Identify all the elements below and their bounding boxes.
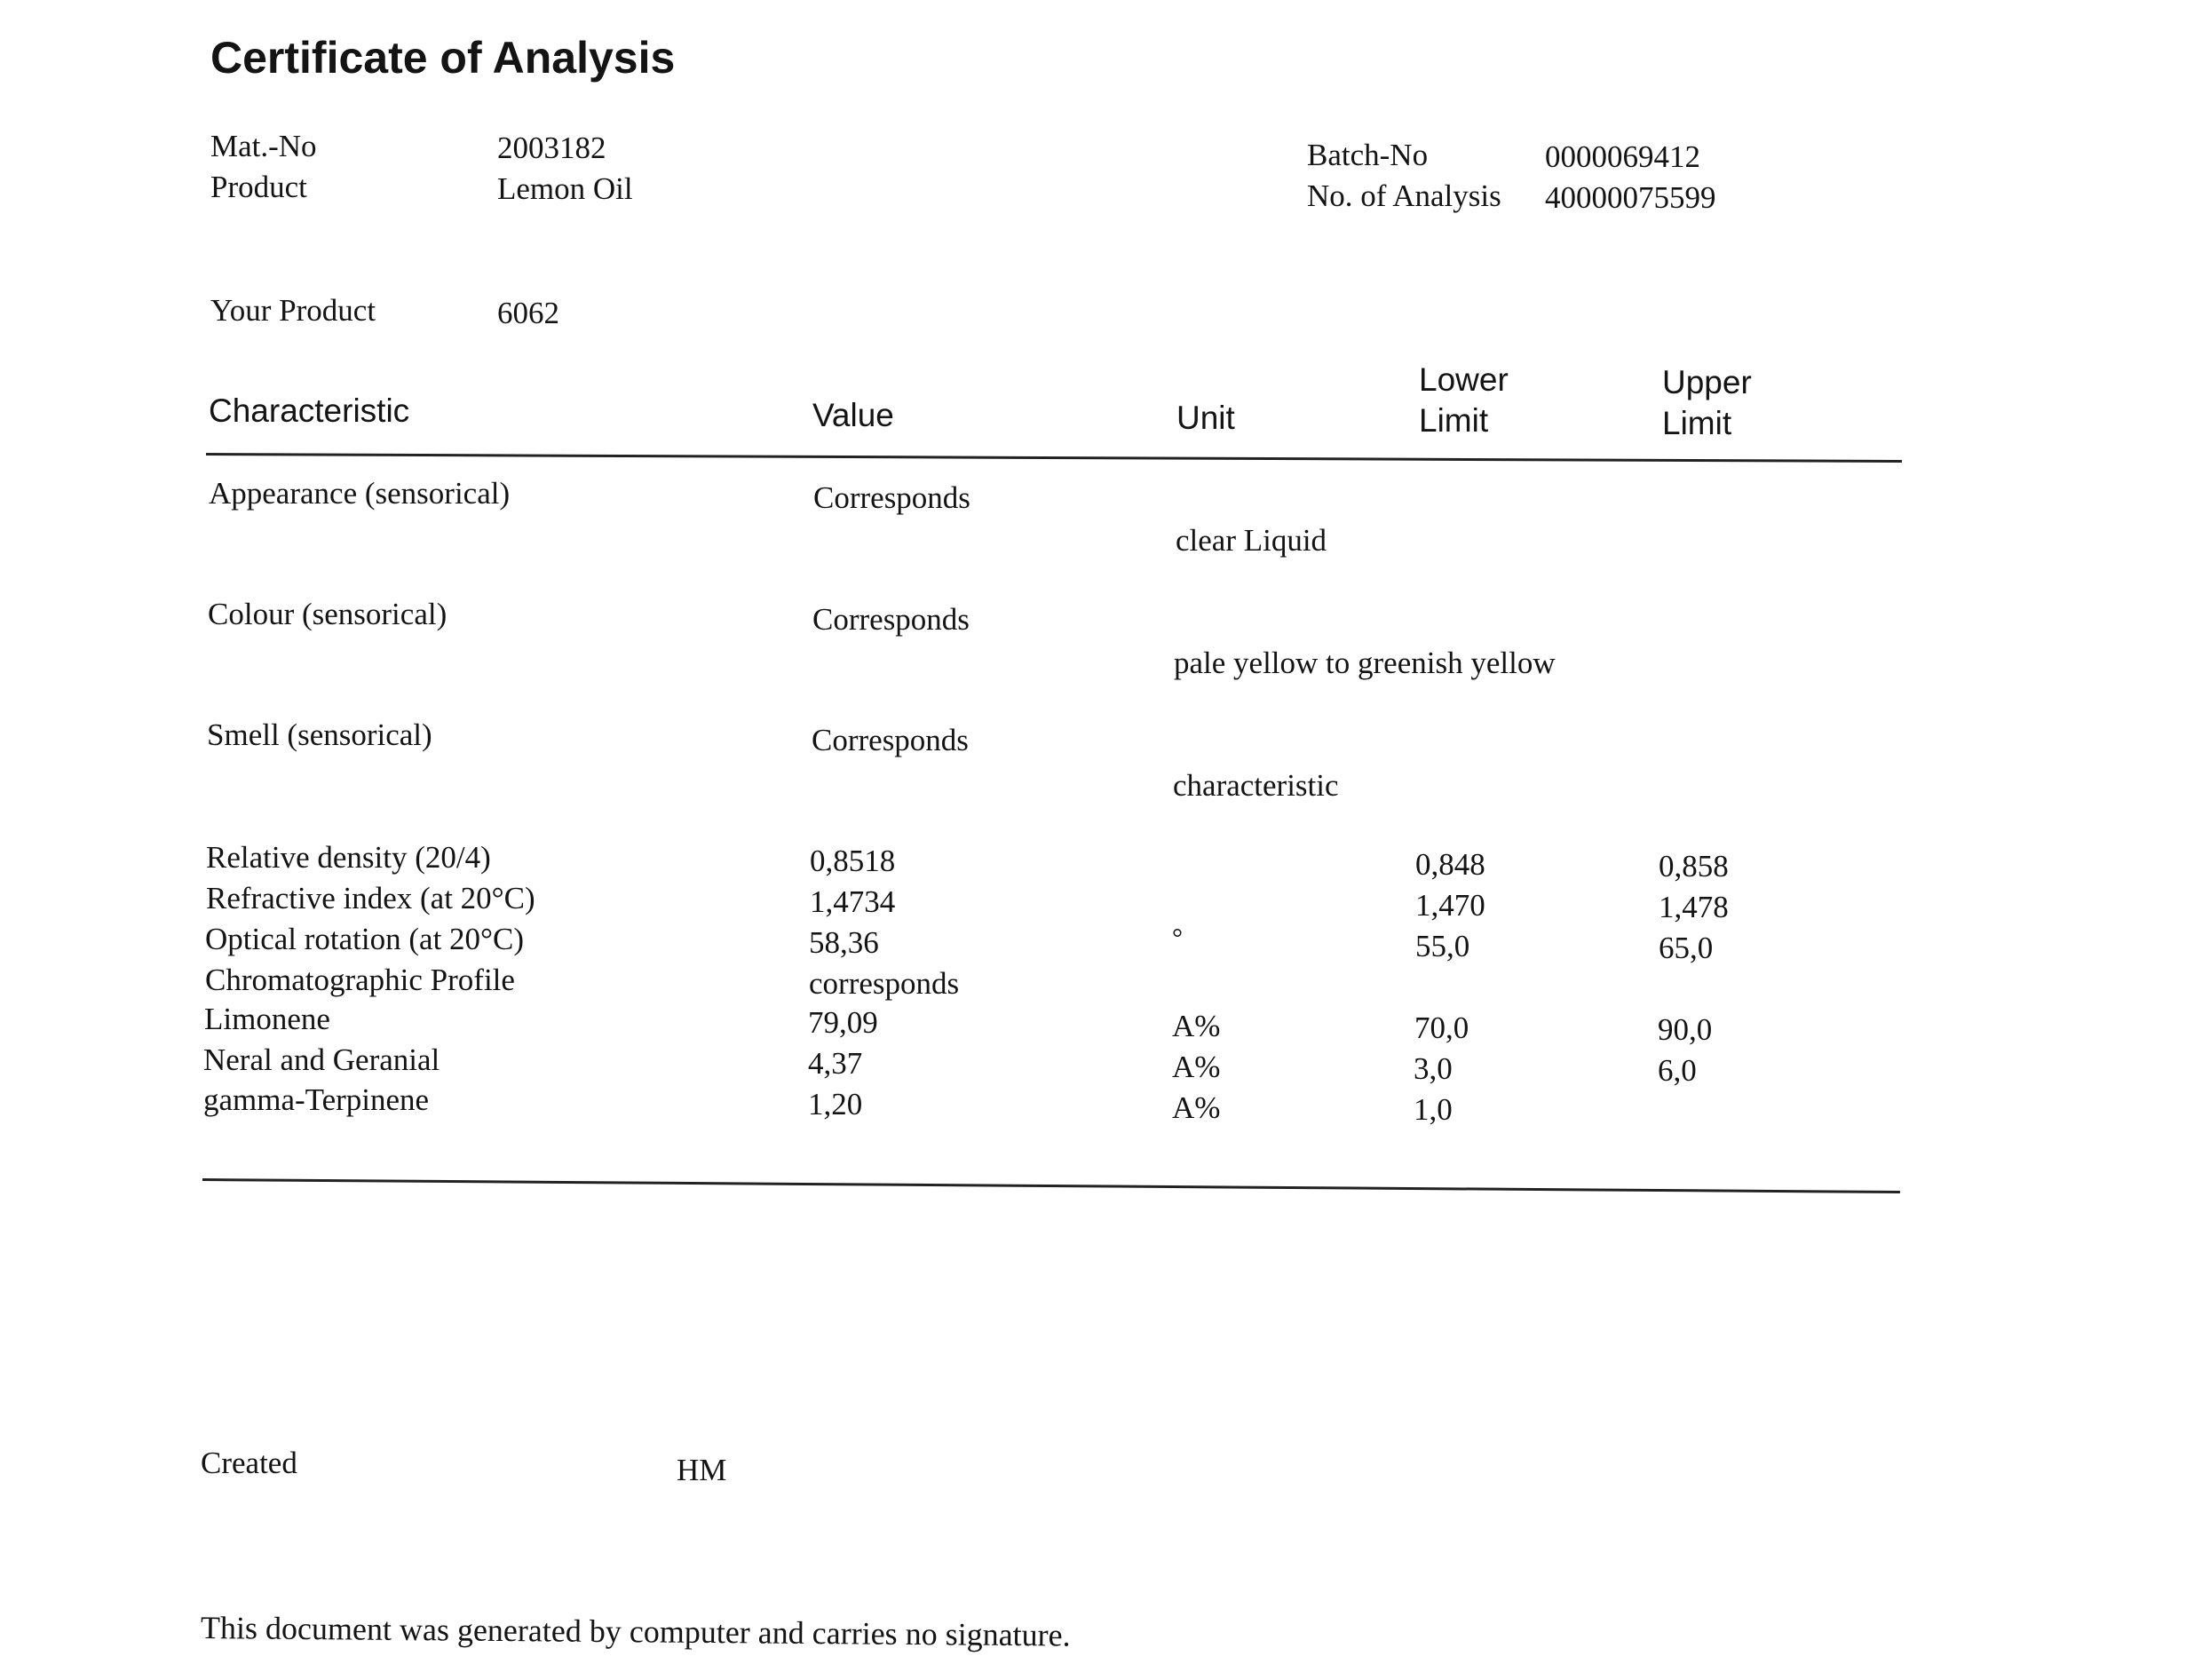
sensory-value: Corresponds xyxy=(812,602,970,637)
your-product-value: 6062 xyxy=(497,296,559,330)
mat-no-label: Mat.-No xyxy=(210,129,317,163)
row-value: 1,20 xyxy=(808,1087,863,1121)
lower-limit-line-2: Limit xyxy=(1419,402,1489,439)
product-label: Product xyxy=(210,170,307,204)
row-characteristic: Optical rotation (at 20°C) xyxy=(205,922,525,956)
your-product-label: Your Product xyxy=(210,293,376,328)
sensory-spec: clear Liquid xyxy=(1176,523,1327,558)
created-label: Created xyxy=(201,1446,297,1480)
row-lower-limit: 1,470 xyxy=(1415,888,1485,923)
sensory-characteristic: Appearance (sensorical) xyxy=(209,476,511,511)
row-value: 0,8518 xyxy=(810,844,896,878)
row-upper-limit: 6,0 xyxy=(1658,1053,1697,1088)
row-lower-limit: 55,0 xyxy=(1415,929,1470,963)
row-lower-limit: 70,0 xyxy=(1414,1010,1469,1045)
row-lower-limit: 0,848 xyxy=(1415,847,1485,882)
row-characteristic: Relative density (20/4) xyxy=(206,840,491,875)
row-unit: A% xyxy=(1172,1050,1221,1084)
analysis-no-label: No. of Analysis xyxy=(1307,178,1501,213)
sensory-value: Corresponds xyxy=(813,480,970,515)
row-upper-limit: 90,0 xyxy=(1658,1012,1713,1047)
batch-no-value: 0000069412 xyxy=(1545,139,1700,174)
row-characteristic: Chromatographic Profile xyxy=(205,963,515,997)
table-bottom-divider xyxy=(202,1178,1900,1193)
column-header-lower-limit xyxy=(1419,360,1509,441)
row-unit: A% xyxy=(1172,1090,1221,1125)
row-upper-limit: 65,0 xyxy=(1659,931,1714,965)
upper-limit-line-2: Limit xyxy=(1662,405,1732,441)
column-header-upper-limit xyxy=(1662,362,1752,444)
row-characteristic: Limonene xyxy=(204,1002,330,1036)
row-characteristic: Neral and Geranial xyxy=(203,1042,440,1077)
row-lower-limit: 3,0 xyxy=(1414,1051,1453,1086)
row-lower-limit: 1,0 xyxy=(1414,1092,1453,1127)
sensory-spec: pale yellow to greenish yellow xyxy=(1174,646,1556,680)
row-value: 79,09 xyxy=(808,1005,878,1040)
sensory-characteristic: Colour (sensorical) xyxy=(208,597,448,631)
row-value: 1,4734 xyxy=(810,884,896,919)
sensory-spec: characteristic xyxy=(1173,768,1339,803)
row-upper-limit: 0,858 xyxy=(1659,849,1729,884)
mat-no-value: 2003182 xyxy=(497,131,606,165)
analysis-no-value: 40000075599 xyxy=(1545,180,1716,215)
batch-no-label: Batch-No xyxy=(1307,138,1429,172)
row-unit: A% xyxy=(1172,1009,1221,1043)
row-value: 4,37 xyxy=(808,1046,863,1081)
sensory-characteristic: Smell (sensorical) xyxy=(207,717,432,752)
row-value: 58,36 xyxy=(809,925,879,960)
column-header-unit: Unit xyxy=(1176,400,1235,436)
row-upper-limit: 1,478 xyxy=(1659,890,1729,924)
row-unit: ° xyxy=(1172,923,1183,953)
row-characteristic: gamma-Terpinene xyxy=(203,1082,430,1117)
column-header-characteristic: Characteristic xyxy=(209,392,410,429)
upper-limit-line-1: Upper xyxy=(1662,364,1752,400)
column-header-value: Value xyxy=(812,397,894,433)
computer-generated-note: This document was generated by computer and carries no signature. xyxy=(200,1610,1071,1653)
product-value: Lemon Oil xyxy=(497,171,633,206)
created-value: HM xyxy=(677,1453,727,1487)
lower-limit-line-1: Lower xyxy=(1419,361,1509,398)
row-characteristic: Refractive index (at 20°C) xyxy=(206,881,535,915)
header-divider xyxy=(206,453,1902,463)
sensory-value: Corresponds xyxy=(812,723,969,757)
document-title: Certificate of Analysis xyxy=(210,33,676,83)
row-value: corresponds xyxy=(809,966,960,1001)
